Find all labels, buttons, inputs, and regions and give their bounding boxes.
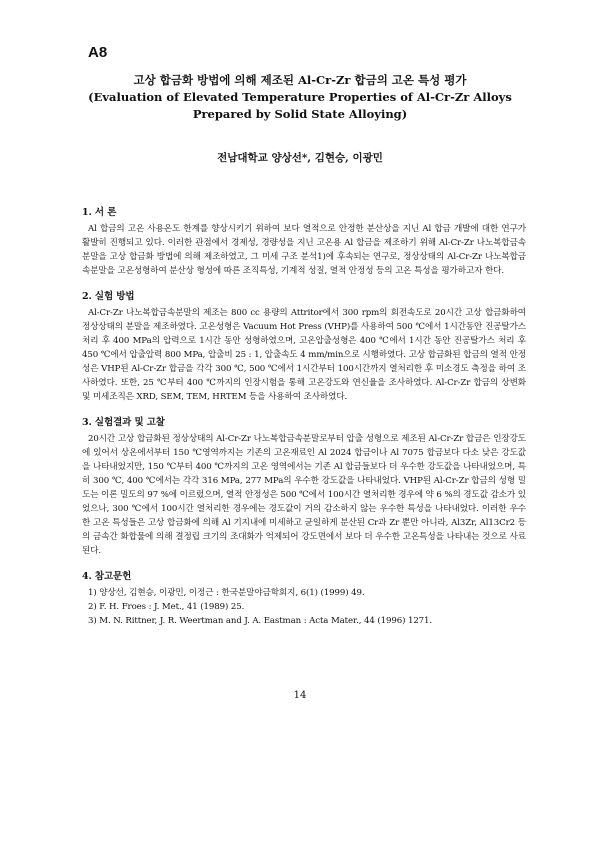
references-heading: 4. 참고문헌	[82, 571, 132, 582]
section-heading: 3. 실험결과 및 고찰	[82, 417, 165, 428]
title-english-line-2: Prepared by Solid State Alloying)	[192, 107, 408, 121]
title-korean: 고상 합금화 방법에 의해 제조된 Al-Cr-Zr 합금의 고온 특성 평가	[133, 73, 467, 87]
section-text: 20시간 고상 합금화된 정상상태의 Al-Cr-Zr 나노복합금속분말로부터 압출 성형으로 제조된 Al-Cr-Zr 합금은 인장강도에 있어서 상온에서부터 150 ℃영역까지는 기존의 고온재료인 Al 2024 합금이나 Al 7075 합금보다 다소 낮은 강도값을 나타내었지만, 150 ℃부터 400 ℃까지의 고온 영역에서는 기존 Al 합금들보다 더 우수한 강도값을 나타내었으며, 특히 300 ℃, 400 ℃에서는 각각 316 MPa, 277 MPa의 우수한 강도값을 나타내었다. VHP된 Al-Cr-Zr 합금의 성형 밀도는 이론 밀도의 97 %에 이르렀으며, 열적 안정성은 500 ℃에서 100시간 열처리한 경우에 약 6 %의 경도값 감소가 있었으나, 300 ℃에서 100시간 열처리한 경우에는 경도값이 거의 감소하지 않는 우수한 특성을 나타내었다. 이러한 우수한 고온 특성들은 고상 합금화에 의해 Al 기지내에 미세하고 균일하게 분산된 Cr과 Zr 뿐만 아니라, Al3Zr, Al13Cr2 등의 금속간 화합물에 의해 결정립 크기의 조대화가 억제되어 강도면에서 보다 더 우수한 고온특성을 나타내는 것으로 사료된다.	[82, 434, 526, 556]
page-number: 14	[293, 690, 307, 701]
authors: 전남대학교 양상선*, 김현승, 이광민	[217, 152, 383, 164]
section-text: Al 합금의 고온 사용온도 한계를 향상시키기 위하여 보다 열적으로 안정한 분산상을 지닌 Al 합금 개발에 대한 연구가 활발히 진행되고 있다. 이러한 관점에서 경제성, 경량성을 지닌 고온용 Al 합금을 제조하기 위해 Al-Cr-Zr 나노복합금속분말을 고상 합금화 방법에 의해 제조하였고, 그 미세 구조 분석1)에 후속되는 연구로, 정상상태의 Al-Cr-Zr 나노복합금속분말을 고온성형하여 분산상 형성에 따른 조직특성, 기계적 성질, 열적 안정성 등의 고온 특성을 평가하고자 한다.	[82, 224, 526, 276]
reference-item: 1) 양상선, 김현승, 이광민, 이정근 : 한국분말야금학회지, 6(1) (1999) 49.	[88, 588, 365, 598]
section-references	[82, 570, 526, 628]
section-heading: 1. 서 론	[82, 207, 117, 218]
page-id: A8	[88, 44, 108, 61]
section-text: Al-Cr-Zr 나노복합금속분말의 제조는 800 cc 용량의 Attritor에서 300 rpm의 회전속도로 20시간 고상 합금화하여 정상상태의 분말을 제조하였다. 고온성형은 Vacuum Hot Press (VHP)를 사용하여 500 ℃에서 1시간동안 진공탈가스 처리 후 400 MPa의 압력으로 1시간 동안 성형하였으며, 고온압출성형은 400 ℃에서 1시간 동안 진공탈가스 처리 후 450 ℃에서 압출압력 800 MPa, 압출비 25 : 1, 압출속도 4 mm/min으로 시행하였다. 고상 합금화된 합금의 열적 안정성은 VHP된 Al-Cr-Zr 합금을 각각 300 ℃, 500 ℃에서 1시간부터 100시간까지 열처리한 후 미소경도 측정을 하여 조사하였다. 또한, 25 ℃부터 400 ℃까지의 인장시험을 통해 고온강도와 연신율을 조사하였다. Al-Cr-Zr 합금의 상변화 및 미세조직은 XRD, SEM, TEM, HRTEM 등을 사용하여 조사하였다.	[82, 308, 526, 402]
paper-body	[82, 206, 526, 640]
title-english-line-1: (Evaluation of Elevated Temperature Properties of Al-Cr-Zr Alloys	[88, 90, 512, 104]
section-heading: 2. 실험 방법	[82, 291, 135, 302]
title-block	[60, 72, 540, 123]
reference-item: 3) M. N. Rittner, J. R. Weertman and J. A. Eastman : Acta Mater., 44 (1996) 1271.	[88, 616, 433, 626]
section-introduction	[82, 206, 526, 278]
section-methods	[82, 290, 526, 404]
section-results	[82, 416, 526, 558]
reference-list	[82, 586, 526, 628]
reference-item: 2) F. H. Froes : J. Met., 41 (1989) 25.	[88, 602, 245, 612]
